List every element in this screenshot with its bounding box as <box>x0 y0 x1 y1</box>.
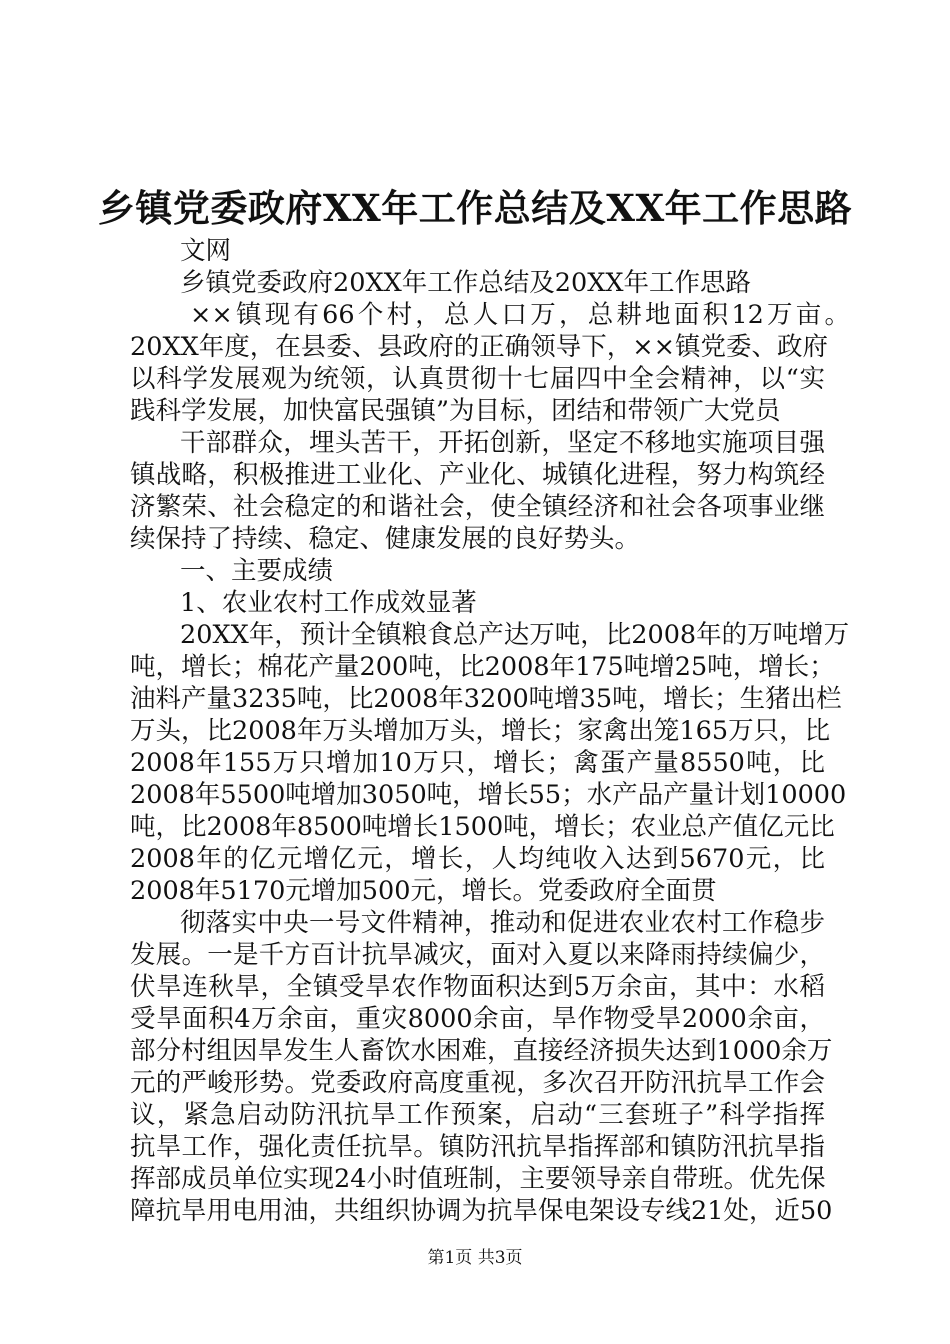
text-line: 20XX年度，在县委、县政府的正确领导下，××镇党委、政府 <box>130 332 828 362</box>
text-line: 2008年的亿元增亿元，增长，人均纯收入达到5670元，比 <box>130 844 825 874</box>
text-line: 干部群众，埋头苦干，开拓创新，坚定不移地实施项目强 <box>180 428 825 458</box>
text-line: ××镇现有66个村，总人口万，总耕地面积12万亩。 <box>190 300 850 330</box>
text-line: 文网 <box>180 236 232 266</box>
text-line: 2008年155万只增加10万只，增长；禽蛋产量8550吨，比 <box>130 748 825 778</box>
text-line: 以科学发展观为统领，认真贯彻十七届四中全会精神，以“实 <box>130 364 825 394</box>
section-heading: 一、主要成绩 <box>180 556 334 586</box>
text-line: 20XX年，预计全镇粮食总产达万吨，比2008年的万吨增万 <box>180 620 850 650</box>
page-footer: 第1页 共3页 <box>427 1248 523 1268</box>
text-line: 镇战略，积极推进工业化、产业化、城镇化进程，努力构筑经 <box>130 460 825 490</box>
text-line: 部分村组因旱发生人畜饮水困难，直接经济损失达到1000余万 <box>130 1036 833 1066</box>
text-line: 障抗旱用电用油，共组织协调为抗旱保电架设专线21处，近50 <box>130 1196 833 1226</box>
text-line: 抗旱工作，强化责任抗旱。镇防汛抗旱指挥部和镇防汛抗旱指 <box>130 1132 825 1162</box>
document-title: 乡镇党委政府XX年工作总结及XX年工作思路 <box>97 186 853 230</box>
text-line: 吨，比2008年8500吨增长1500吨，增长；农业总产值亿元比 <box>130 812 835 842</box>
text-line: 伏旱连秋旱，全镇受旱农作物面积达到5万余亩，其中：水稻 <box>130 972 825 1002</box>
text-line: 2008年5170元增加500元，增长。党委政府全面贯 <box>130 876 717 906</box>
text-line: 济繁荣、社会稳定的和谐社会，使全镇经济和社会各项事业继 <box>130 492 825 522</box>
text-line: 乡镇党委政府20XX年工作总结及20XX年工作思路 <box>180 268 752 298</box>
text-line: 2008年5500吨增加3050吨，增长55；水产品产量计划10000 <box>130 780 847 810</box>
text-line: 油料产量3235吨，比2008年3200吨增35吨，增长；生猪出栏 <box>130 684 842 714</box>
text-line: 吨，增长；棉花产量200吨，比2008年175吨增25吨，增长； <box>130 652 835 682</box>
text-line: 彻落实中央一号文件精神，推动和促进农业农村工作稳步 <box>180 908 825 938</box>
text-line: 践科学发展，加快富民强镇”为目标，团结和带领广大党员 <box>130 396 781 426</box>
subsection-heading: 1、农业农村工作成效显著 <box>180 588 477 618</box>
text-line: 受旱面积4万余亩，重灾8000余亩，旱作物受旱2000余亩， <box>130 1004 825 1034</box>
text-line: 议，紧急启动防汛抗旱工作预案，启动“三套班子”科学指挥 <box>130 1100 825 1130</box>
text-line: 元的严峻形势。党委政府高度重视，多次召开防汛抗旱工作会 <box>130 1068 825 1098</box>
text-line: 万头，比2008年万头增加万头，增长；家禽出笼165万只，比 <box>130 716 831 746</box>
text-line: 发展。一是千方百计抗旱减灾，面对入夏以来降雨持续偏少， <box>130 940 825 970</box>
text-line: 续保持了持续、稳定、健康发展的良好势头。 <box>130 524 641 554</box>
text-line: 挥部成员单位实现24小时值班制，主要领导亲自带班。优先保 <box>130 1164 826 1194</box>
